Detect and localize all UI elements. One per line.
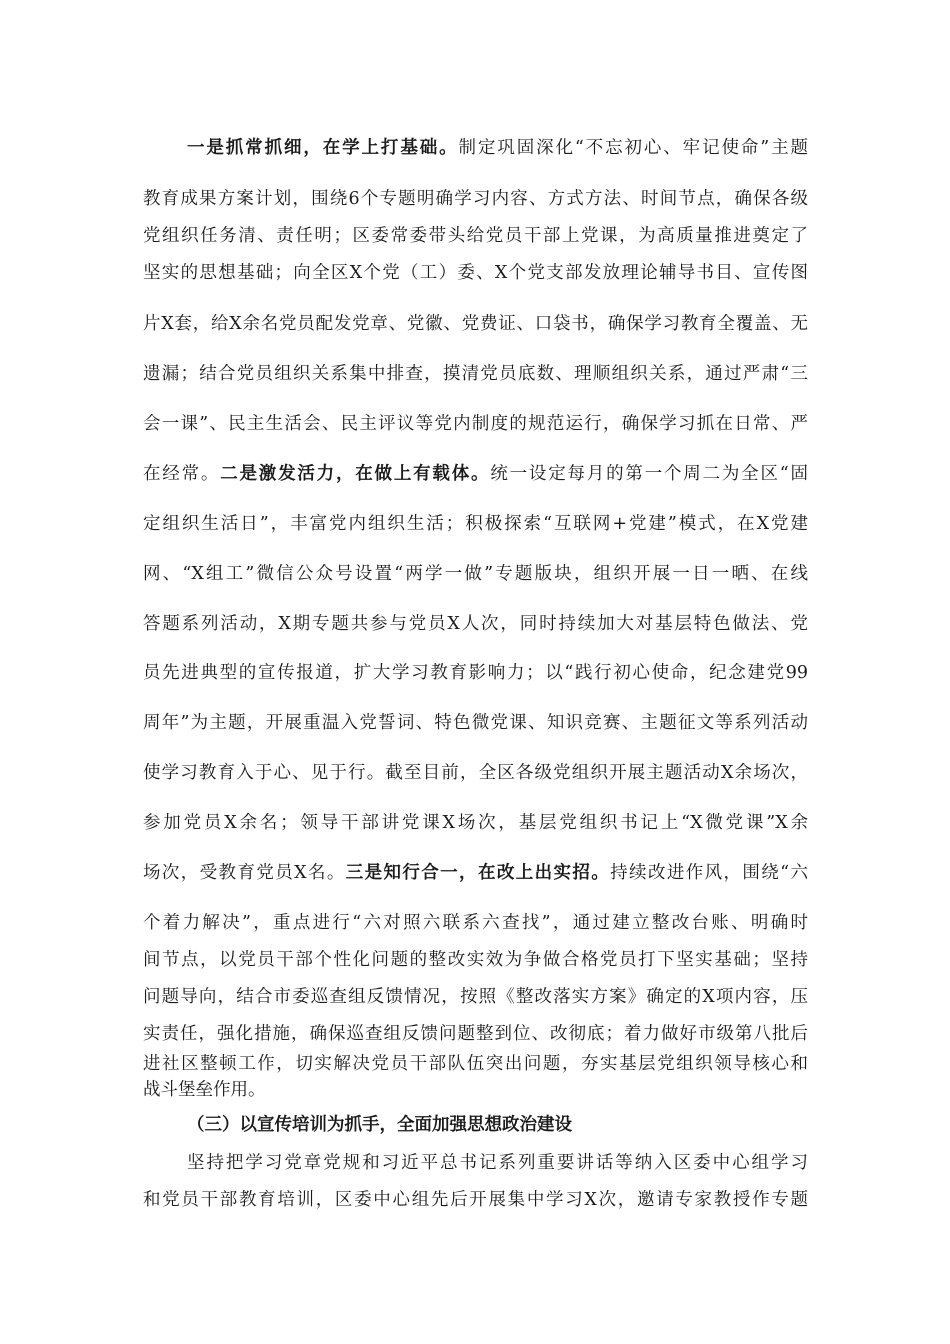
paragraph-line: 和党员干部教育培训，区委中心组先后开展集中学习X次，邀请专家教授作专题 — [143, 1190, 808, 1210]
paragraph-line: 答题系列活动，X期专题共参与党员X人次，同时持续加大对基层特色做法、党 — [143, 614, 808, 634]
line-text: 制定巩固深化“不忘初心、牢记使命”主题 — [458, 138, 808, 158]
paragraph-line: 使学习教育入于心、见于行。截至目前，全区各级党组织开展主题活动X余场次， — [143, 763, 808, 783]
bold-lead-phrase: 三是知行合一，在改上出实招。 — [345, 863, 611, 883]
bold-lead-phrase: 二是激发活力，在做上有载体。 — [220, 464, 491, 484]
paragraph-line: 个着力解决”，重点进行“六对照六联系六查找”，通过建立整改台账、明确时 — [143, 913, 808, 933]
paragraph-line: 坚实的思想基础；向全区X个党（工）委、X个党支部发放理论辅导书目、宣传图 — [143, 263, 808, 283]
paragraph-line: 员先进典型的宣传报道，扩大学习教育影响力；以“践行初心使命，纪念建党99 — [143, 663, 808, 683]
paragraph-line: 遗漏；结合党员组织关系集中排查，摸清党员底数、理顺组织关系，通过严肃“三 — [143, 364, 808, 384]
line-text: 统一设定每月的第一个周二为全区“固 — [490, 464, 809, 484]
paragraph-line: 片X套，给X余名党员配发党章、党徽、党费证、口袋书，确保学习教育全覆盖、无 — [143, 314, 808, 334]
paragraph-line — [187, 130, 808, 166]
paragraph-line: 进社区整顿工作，切实解决党员干部队伍突出问题，夯实基层党组织领导核心和 — [143, 1054, 808, 1074]
section-heading: （三）以宣传培训为抓手，全面加强思想政治建设 — [187, 1115, 572, 1135]
paragraph-line: 党组织任务清、责任明；区委常委带头给党员干部上党课，为高质量推进奠定了 — [143, 226, 808, 246]
paragraph-line: 间节点，以党员干部个性化问题的整改实效为争做合格党员打下坚实基础；坚持 — [143, 950, 808, 970]
paragraph-line — [143, 456, 808, 492]
line-text: 在经常。 — [143, 464, 221, 484]
paragraph-line: 教育成果方案计划，围绕6个专题明确学习内容、方式方法、时间节点，确保各级 — [143, 189, 808, 209]
paragraph-line: 周年”为主题，开展重温入党誓词、特色微党课、知识竞赛、主题征文等系列活动 — [143, 713, 808, 733]
paragraph-line: 战斗堡垒作用。 — [143, 1080, 266, 1100]
paragraph-line: 会一课”、民主生活会、民主评议等党内制度的规范运行，确保学习抓在日常、严 — [143, 414, 808, 434]
paragraph-line: 参加党员X余名；领导干部讲党课X场次，基层党组织书记上“X微党课”X余 — [143, 813, 808, 833]
paragraph-line: 问题导向，结合市委巡查组反馈情况，按照《整改落实方案》确定的X项内容，压 — [143, 987, 808, 1007]
paragraph-line: 定组织生活日”，丰富党内组织生活；积极探索“互联网+党建”模式，在X党建 — [143, 514, 808, 534]
paragraph-line: 实责任，强化措施，确保巡查组反馈问题整到位、改彻底；着力做好市级第八批后 — [143, 1024, 808, 1044]
paragraph-line: 网、“X组工”微信公众号设置“两学一做”专题版块，组织开展一日一晒、在线 — [143, 564, 808, 584]
line-text: 场次，受教育党员X名。 — [143, 863, 346, 883]
line-text: 持续改进作风，围绕“六 — [610, 863, 808, 883]
paragraph-line: 坚持把学习党章党规和习近平总书记系列重要讲话等纳入区委中心组学习 — [187, 1153, 808, 1173]
paragraph-line — [143, 855, 808, 891]
bold-lead-phrase: 一是抓常抓细，在学上打基础。 — [187, 138, 459, 158]
